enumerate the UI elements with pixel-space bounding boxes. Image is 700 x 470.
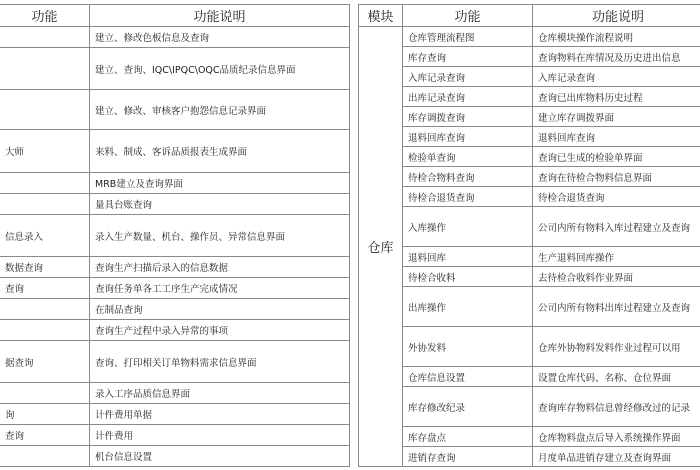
- function-cell: [0, 90, 90, 130]
- function-cell: 进销存查询: [403, 447, 533, 467]
- description-cell: 仓库物料盘点后导入系统操作界面: [533, 427, 700, 447]
- description-cell: 月度单品进销存建立及查询界面: [533, 447, 700, 467]
- description-cell: 查询已出库物料历史过程: [533, 87, 700, 107]
- function-cell: 出库记录查询: [403, 87, 533, 107]
- function-cell: 查询: [0, 425, 90, 446]
- left-feature-table: [0, 4, 350, 467]
- table-row: [359, 187, 700, 207]
- function-cell: [0, 194, 90, 215]
- function-cell: 待检合退货查询: [403, 187, 533, 207]
- table-row: [359, 167, 700, 187]
- function-cell: 仓库管理流程图: [403, 27, 533, 47]
- table-row: [0, 425, 350, 446]
- description-cell: 查询、打印相关订单物料需求信息界面: [90, 341, 350, 383]
- table-row: [359, 67, 700, 87]
- description-cell: 仓库模块操作流程说明: [533, 27, 700, 47]
- function-cell: 据查询: [0, 341, 90, 383]
- function-cell: 待检合收料: [403, 267, 533, 287]
- table-row: [359, 87, 700, 107]
- description-cell: 建立库存调拨界面: [533, 107, 700, 127]
- function-cell: 入库记录查询: [403, 67, 533, 87]
- table-row: [359, 27, 700, 47]
- description-cell: 机台信息设置: [90, 446, 350, 467]
- function-cell: 库存盘点: [403, 427, 533, 447]
- function-cell: [0, 383, 90, 404]
- table-row: [0, 27, 350, 48]
- right-feature-table: [358, 4, 700, 467]
- right-header-module: 模块: [359, 5, 403, 27]
- function-cell: 信息录入: [0, 215, 90, 257]
- table-row: [0, 90, 350, 130]
- function-cell: 退料回库: [403, 247, 533, 267]
- function-cell: 询: [0, 404, 90, 425]
- table-row: [359, 267, 700, 287]
- function-cell: 外协发料: [403, 327, 533, 367]
- description-cell: 退料回库查询: [533, 127, 700, 147]
- table-row: [359, 387, 700, 427]
- table-row: [359, 287, 700, 327]
- description-cell: 去待检合收料作业界面: [533, 267, 700, 287]
- function-cell: [0, 320, 90, 341]
- function-cell: 退料回库查询: [403, 127, 533, 147]
- description-cell: 计件费用单据: [90, 404, 350, 425]
- table-row: [0, 299, 350, 320]
- table-row: [359, 327, 700, 367]
- table-row: [359, 367, 700, 387]
- table-row: [0, 278, 350, 299]
- description-cell: 公司内所有物料入库过程建立及查询: [533, 207, 700, 247]
- right-header-description: 功能说明: [533, 5, 700, 27]
- description-cell: 查询物料在库情况及历史进出信息: [533, 47, 700, 67]
- description-cell: 在制品查询: [90, 299, 350, 320]
- function-cell: [0, 48, 90, 90]
- function-cell: 检验单查询: [403, 147, 533, 167]
- description-cell: 仓库外协物料发料作业过程可以用: [533, 327, 700, 367]
- table-row: [0, 215, 350, 257]
- table-row: [0, 130, 350, 173]
- description-cell: 查询在待检合物料信息界面: [533, 167, 700, 187]
- table-row: [359, 107, 700, 127]
- table-row: [359, 427, 700, 447]
- description-cell: 待检合退货查询: [533, 187, 700, 207]
- description-cell: 设置仓库代码、名称、仓位界面: [533, 367, 700, 387]
- function-cell: 库存查询: [403, 47, 533, 67]
- table-row: [359, 127, 700, 147]
- table-row: [359, 47, 700, 67]
- description-cell: 查询库存物料信息曾经修改过的记录: [533, 387, 700, 427]
- description-cell: 生产退料回库操作: [533, 247, 700, 267]
- table-row: [0, 341, 350, 383]
- function-cell: 库存调拨查询: [403, 107, 533, 127]
- table-row: [359, 247, 700, 267]
- table-row: [359, 147, 700, 167]
- description-cell: 建立、查询、IQC\IPQC\OQC品质纪录信息界面: [90, 48, 350, 90]
- description-cell: 建立、修改、审核客户抱怨信息记录界面: [90, 90, 350, 130]
- description-cell: 建立、修改色板信息及查询: [90, 27, 350, 48]
- table-row: [0, 48, 350, 90]
- description-cell: 来料、制成、客诉品质报表生成界面: [90, 130, 350, 173]
- table-row: [0, 194, 350, 215]
- table-row: [0, 173, 350, 194]
- table-row: [0, 320, 350, 341]
- description-cell: 查询已生成的检验单界面: [533, 147, 700, 167]
- function-cell: 入库操作: [403, 207, 533, 247]
- description-cell: 查询生产过程中录入异常的事项: [90, 320, 350, 341]
- function-cell: [0, 27, 90, 48]
- table-row: [359, 207, 700, 247]
- table-row: [0, 383, 350, 404]
- left-header-row: [0, 5, 350, 27]
- right-header-row: [359, 5, 700, 27]
- table-row: [0, 404, 350, 425]
- function-cell: 出库操作: [403, 287, 533, 327]
- description-cell: 计件费用: [90, 425, 350, 446]
- function-cell: 仓库信息设置: [403, 367, 533, 387]
- function-cell: 库存修改纪录: [403, 387, 533, 427]
- description-cell: MRB建立及查询界面: [90, 173, 350, 194]
- description-cell: 录入生产数量、机台、操作员、异常信息界面: [90, 215, 350, 257]
- table-row: [0, 257, 350, 278]
- module-cell: 仓库: [359, 27, 403, 467]
- table-row: [0, 446, 350, 467]
- function-cell: 查询: [0, 278, 90, 299]
- function-cell: 大师: [0, 130, 90, 173]
- right-header-function: 功能: [403, 5, 533, 27]
- function-cell: [0, 446, 90, 467]
- left-header-function: 功能: [0, 5, 90, 27]
- left-header-description: 功能说明: [90, 5, 350, 27]
- description-cell: 量具台账查询: [90, 194, 350, 215]
- function-cell: [0, 173, 90, 194]
- table-row: [359, 447, 700, 467]
- description-cell: 查询生产扫描后录入的信息数据: [90, 257, 350, 278]
- function-cell: 待检合物料查询: [403, 167, 533, 187]
- description-cell: 入库记录查询: [533, 67, 700, 87]
- description-cell: 查询任务单各工工序生产完成情况: [90, 278, 350, 299]
- function-cell: 数据查询: [0, 257, 90, 278]
- function-cell: [0, 299, 90, 320]
- description-cell: 公司内所有物料出库过程建立及查询: [533, 287, 700, 327]
- description-cell: 录入工序品质信息界面: [90, 383, 350, 404]
